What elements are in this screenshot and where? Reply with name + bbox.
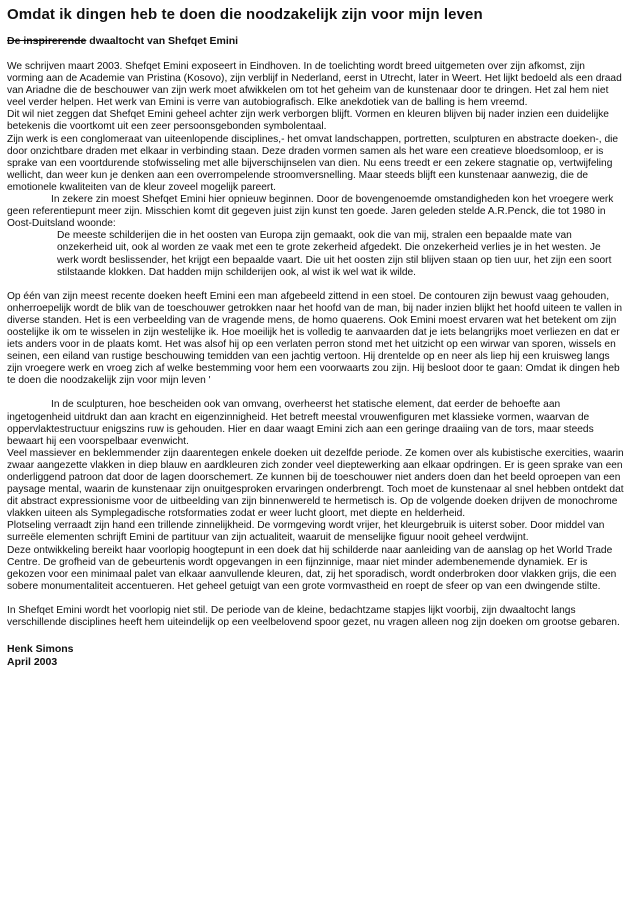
paragraph-recent-canvas: Op één van zijn meest recente doeken heeft Emini een man afgebeeld zittend in een stoel. De contouren zijn bewust vaag gehouden, onherroepelijk wordt de blik van de toeschouwer getrokken naar het hoofd van de man, bij nader inzien blijkt het hoofd uiteen te vallen in diverse standen. Het is een verbeelding van de vragende mens, de homo quaerens. Ook Emini moest ervaren wat het betekent om zijn oostelijke ik om te wisselen in zijn westelijke ik. Hoe moeilijk het is volledig te aanvaarden dat je iets belangrijks moet verliezen en dat er iets anders voor in de plaats komt. Het was alsof hij op een verlaten perron stond met het uitzicht op een wirwar van sporen, wissels en seinen, een eiland van rustige beschouwing temidden van een jachtig vertoon. Hij drentelde op en neer als liep hij een kruisweg langs zijn vroegere werk en vroeg zich af welke bestemming voor hem een voorwaarts zou zijn. Hij besloot door te gaan: Omdat ik dingen heb te doen die noodzakelijk zijn voor mijn leven ' [7, 290, 623, 387]
subtitle-struck-text: De inspirerende [7, 35, 87, 47]
document-title: Omdat ik dingen heb te doen die noodzakelijk zijn voor mijn leven [7, 6, 483, 23]
signature-block [7, 643, 624, 669]
author-name: Henk Simons [7, 643, 74, 656]
paragraph-conclusion: In Shefqet Emini wordt het voorlopig niet stil. De periode van de kleine, bedachtzame stapjes lijkt voorbij, zijn dwaaltocht langs verschillende disciplines heeft hem uiteindelijk op een veelbelovend spoor gezet, nu vragen alleen nog zijn doeken om grootse gebaren. [7, 604, 620, 629]
paragraph-conglomerate: Zijn werk is een conglomeraat van uiteenlopende disciplines,- het omvat landschappen, portretten, sculpturen en abstracte doeken-, die door onzichtbare draden met elkaar in verbinding staan. Deze draden vormen samen als het ware een creatieve bloedsomloop, er is sprake van een voortdurende stofwisseling met alle bijverschijnselen van dien. Nu eens treedt er een zekere stagnatie op, vertwijfeling wellicht, dan weer kun je denken aan een overrompelende stroomversnelling. Maar steeds blijft een kunstenaar aanwezig, die de emotionele kwaliteiten van de kleur zoveel mogelijk pareert. [7, 133, 619, 193]
paragraph-gap [7, 279, 624, 291]
quote-penck: De meeste schilderijen die in het oosten van Europa zijn gemaakt, ook die van mij, stralen een bepaalde mate van onzekerheid uit, ook al worden ze vaak met een te grote zekerheid afgedekt. Die onzekerheid verlies je in het westen. Je werk wordt beslissender, het krijgt een bepaalde vaart. Die uit het oosten zijn stil blijven staan op tien uur, het zijn een soort stilstaande klokken. Dat hadden mijn schilderijen ook, al wist ik wel wat ik wilde. [57, 230, 612, 278]
signature-date: April 2003 [7, 656, 58, 669]
subtitle-rest-text: dwaaltocht van Shefqet Emini [86, 35, 239, 47]
paragraph-massive-canvases: Veel massiever en beklemmender zijn daarentegen enkele doeken uit dezelfde periode. Ze komen over als kubistische exercities, waarin zwaar aangezette vlakken in diep blauw en aardkleuren zich zonder veel dieptewerking aan elkaar opdringen. Er is geen sprake van een onderliggend patroon dat door de lagen doorschemert. Ze kunnen bij de toeschouwer niet anders doen dan het beeld oproepen van een paysage mental, waarin de kunstenaar zijn onuitgesproken ervaringen onderbrengt. Toch moet de kunstenaar al snel hebben ontdekt dat dit abstract expressionisme voor de uitbeelding van zijn binnenwereld te hermetisch is. Op de volgende doeken drijven de monochrome vlakken uiteen als Symplegadische rotsformaties zodat er weer lucht gloort, met diepte en helderheid. [7, 447, 624, 520]
paragraph-gap [7, 593, 624, 605]
document-subtitle [7, 35, 624, 47]
paragraph-intro: We schrijven maart 2003. Shefqet Emini exposeert in Eindhoven. In de toelichting wordt breed uitgemeten over zijn afkomst, zijn vorming aan de Academie van Pristina (Kosovo), zijn verblijf in Nederland, eerst in Utrecht, later in Weert. Het lijkt bedoeld als een draad van Ariadne die de beschouwer van zijn werk moet afwikkelen om tot het geheim van de kunstenaar door te dringen. Het zal hem niet veel verder helpen. Het werk van Emini is verre van autobiografisch. Elke anekdotiek van de balling is hem vreemd. [7, 61, 622, 109]
paragraph-new-beginning: In zekere zin moest Shefqet Emini hier opnieuw beginnen. Door de bovengenoemde omstandigheden kon het vroegere werk geen referentiepunt meer zijn. Misschien komt dit gegeven juist zijn kunst ten goede. Jaren geleden stelde A.R.Penck, die tot 1980 in Oost-Duitsland woonde: [7, 194, 614, 230]
paragraph-sculptures: In de sculpturen, hoe bescheiden ook van omvang, overheerst het statische element, dat eerder de behoefte aan ingetogenheid uitdrukt dan aan kracht en eigenzinnigheid. Het betreft meestal vrouwenfiguren met klassieke vormen, waarvan de oppervlaktestructuur enigszins ruw is gehouden. Hier en daar waagt Emini zich aan een geringe draaiing van de tors, maar steeds bewaart hij een voorspelbaar evenwicht. [7, 399, 594, 447]
paragraph-symbolism: Dit wil niet zeggen dat Shefqet Emini geheel achter zijn werk verborgen blijft. Vormen en kleuren blijven bij nader inzien een duidelijke betekenis die voortkomt uit een zeer persoonsgebonden symbolentaal. [7, 109, 609, 133]
paragraph-wtc: Deze ontwikkeling bereikt haar voorlopig hoogtepunt in een doek dat hij schilderde naar aanleiding van de aanslag op het World Trade Centre. De grofheid van de gebeurtenis wordt opgevangen in een fijnzinnige, maar niet minder adembenemende dynamiek. Er is gekozen voor een minimaal palet van elkaar aanvullende kleuren, dat, zij het sporadisch, wordt onderbroken door vlakken grijs, die een sobere monumentaliteit accentueren. Het geheel getuigt van een grote vormvastheid en roept de sfeer op van een dwingende stilte. [7, 544, 617, 592]
paragraph-sensuality: Plotseling verraadt zijn hand een trillende zinnelijkheid. De vormgeving wordt vrijer, het kleurgebruik is uiterst sober. Door middel van surreële elementen schrijft Emini de partituur van zijn actualiteit, waaruit de menselijke figuur nooit geheel verdwijnt. [7, 520, 605, 544]
document-body [7, 61, 624, 629]
paragraph-gap [7, 387, 624, 399]
